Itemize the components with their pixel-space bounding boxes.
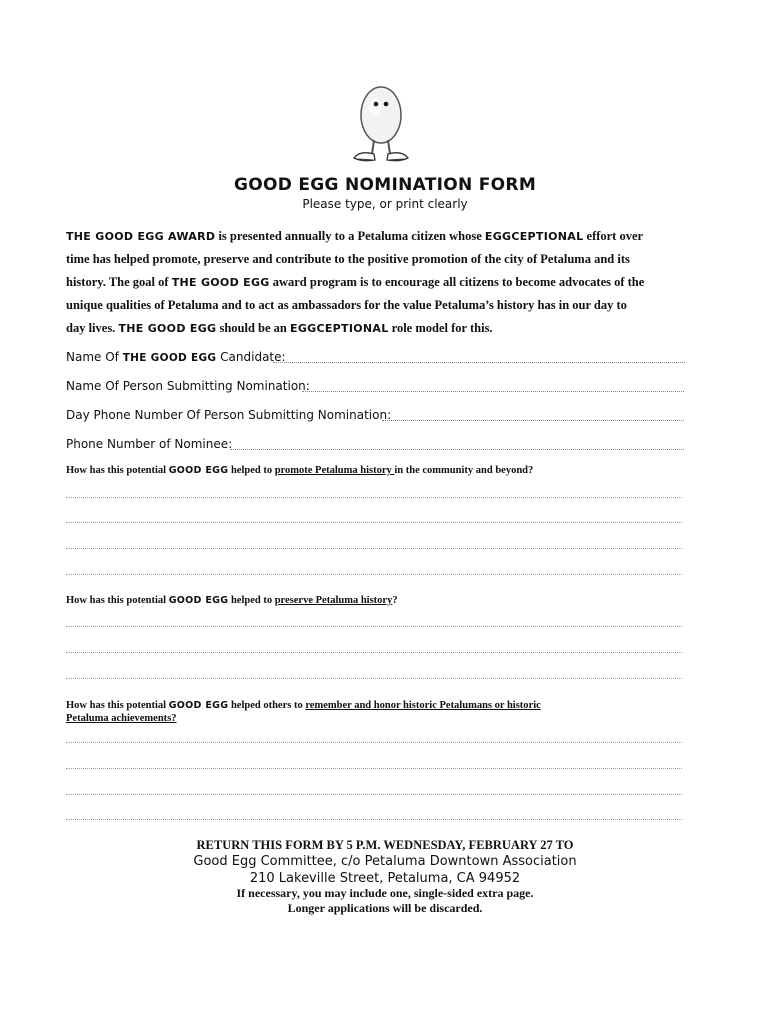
good-egg-mascot-logo xyxy=(348,80,414,172)
the-good-egg-word-2: THE GOOD EGG xyxy=(118,321,217,335)
answer-line[interactable] xyxy=(66,522,682,523)
day-phone-label: Day Phone Number Of Person Submitting Nomination: xyxy=(66,408,392,422)
answer-line[interactable] xyxy=(66,652,682,653)
answer-line[interactable] xyxy=(66,742,682,743)
eggceptional-word-2: EGGCEPTIONAL xyxy=(290,321,389,335)
intro-text-5: role model for this. xyxy=(388,320,493,335)
question-remember: How has this potential GOOD EGG helped others to remember and honor historic Petalumans or historic Petaluma achievements? xyxy=(66,700,541,724)
answer-line[interactable] xyxy=(66,794,682,795)
award-name: THE GOOD EGG AWARD xyxy=(66,230,216,243)
intro-paragraph xyxy=(66,225,646,340)
answer-line[interactable] xyxy=(66,497,682,498)
submitter-name-label: Name Of Person Submitting Nomination: xyxy=(66,379,310,393)
form-title: GOOD EGG NOMINATION FORM xyxy=(233,175,537,195)
form-subtitle: Please type, or print clearly xyxy=(302,197,468,211)
question-preserve: How has this potential GOOD EGG helped to preserve Petaluma history? xyxy=(66,595,398,606)
candidate-name-field[interactable] xyxy=(273,362,685,363)
discard-note: Longer applications will be discarded. xyxy=(287,901,483,915)
nominee-phone-label: Phone Number of Nominee: xyxy=(66,437,233,451)
answer-line[interactable] xyxy=(66,768,682,769)
day-phone-field[interactable] xyxy=(382,420,684,421)
intro-text-1: is presented annually to a Petaluma citizen whose xyxy=(215,229,485,243)
nominee-phone-field[interactable] xyxy=(230,449,684,450)
the-good-egg-word: THE GOOD EGG xyxy=(171,275,270,289)
candidate-name-label: Name Of THE GOOD EGG Candidate: xyxy=(66,350,286,364)
intro-text-4: should be an xyxy=(216,320,291,335)
eggceptional-word: EGGCEPTIONAL xyxy=(484,230,584,243)
question-promote: How has this potential GOOD EGG helped to promote Petaluma history in the community and beyond? xyxy=(66,465,534,476)
answer-line[interactable] xyxy=(66,574,682,575)
intro-text-2: effort over time has helped promote, preserve and contribute to the positive promotion of the city of Petaluma and its history. The goal of xyxy=(66,229,643,289)
answer-line[interactable] xyxy=(66,626,682,627)
extra-page-note: If necessary, you may include one, single-sided extra page. xyxy=(236,886,534,900)
address-text: 210 Lakeville Street, Petaluma, CA 94952 xyxy=(249,871,521,886)
answer-line[interactable] xyxy=(66,548,682,549)
committee-text: Good Egg Committee, c/o Petaluma Downtown Association xyxy=(193,854,577,869)
answer-line[interactable] xyxy=(66,819,682,820)
submitter-name-field[interactable] xyxy=(302,391,684,392)
intro-text-3: award program is to encourage all citizens to become advocates of the unique qualities of Petaluma and to act as ambassadors for the value Petaluma’s history has in our day to day lives. xyxy=(66,274,645,335)
answer-line[interactable] xyxy=(66,678,682,679)
deadline-text: RETURN THIS FORM BY 5 P.M. WEDNESDAY, FEBRUARY 27 TO xyxy=(196,838,574,852)
